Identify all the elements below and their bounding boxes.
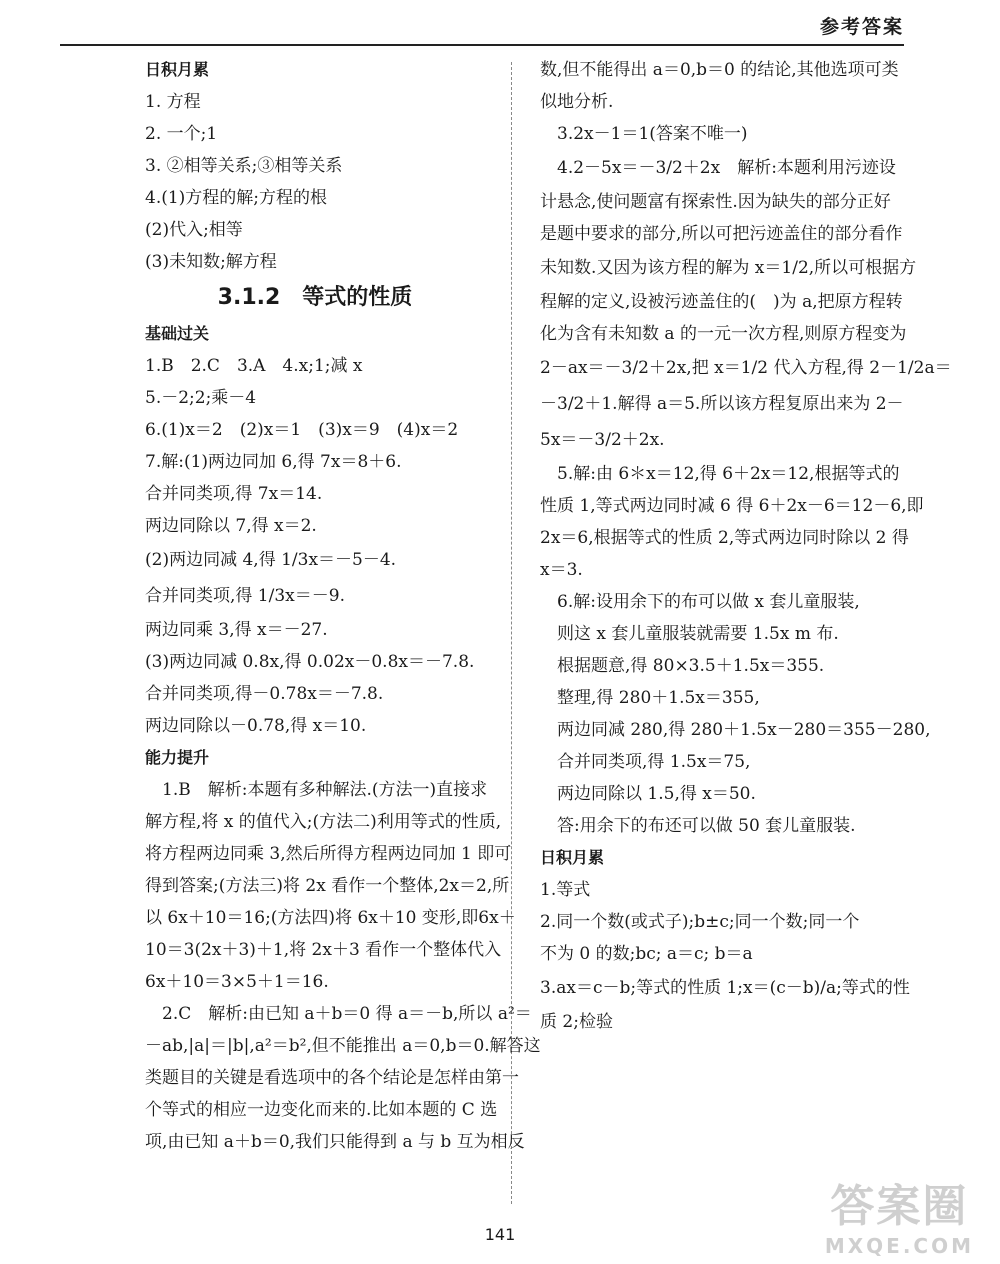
section-heading: 能力提升 [145, 748, 210, 767]
text-line: 1. 方程 [145, 92, 201, 112]
text-line: 项,由已知 a＋b＝0,我们只能得到 a 与 b 互为相反 [145, 1132, 525, 1152]
text-line: (2)代入;相等 [145, 220, 243, 240]
text-line: 是题中要求的部分,所以可把污迹盖住的部分看作 [540, 224, 903, 244]
text-line: 得到答案;(方法三)将 2x 看作一个整体,2x＝2,所 [145, 876, 510, 896]
watermark-url: MXQE.COM [824, 1234, 974, 1258]
text-line: 答:用余下的布还可以做 50 套儿童服装. [540, 816, 856, 836]
text-line: 3. ②相等关系;③相等关系 [145, 156, 343, 176]
text-line: 则这 x 套儿童服装就需要 1.5x m 布. [540, 624, 839, 644]
text-line: 根据题意,得 80×3.5＋1.5x＝355. [540, 656, 825, 676]
text-line: 个等式的相应一边变化而来的.比如本题的 C 选 [145, 1100, 498, 1120]
text-line: 解方程,将 x 的值代入;(方法二)利用等式的性质, [145, 812, 502, 832]
text-line: 似地分析. [540, 92, 614, 112]
page-header-title: 参考答案 [819, 16, 904, 38]
text-line: 1.B 解析:本题有多种解法.(方法一)直接求 [145, 780, 488, 800]
header-rule [60, 44, 904, 46]
text-line: 2. 一个;1 [145, 124, 218, 144]
text-line: 3.ax＝c－b;等式的性质 1;x＝(c－b)/a;等式的性 [540, 978, 910, 998]
text-line: 1.B 2.C 3.A 4.x;1;减 x [145, 356, 363, 376]
text-line: 两边同除以 1.5,得 x＝50. [540, 784, 756, 804]
text-line: (3)未知数;解方程 [145, 252, 277, 272]
text-line: 化为含有未知数 a 的一元一次方程,则原方程变为 [540, 324, 907, 344]
text-line: 质 2;检验 [540, 1012, 613, 1032]
text-line: 2.C 解析:由已知 a＋b＝0 得 a＝－b,所以 a²＝ [145, 1004, 532, 1024]
text-line: 1.等式 [540, 880, 591, 900]
text-line: －ab,|a|＝|b|,a²＝b²,但不能推出 a＝0,b＝0.解答这 [145, 1036, 541, 1056]
text-line: 10＝3(2x＋3)＋1,将 2x＋3 看作一个整体代入 [145, 940, 502, 960]
text-line: 5.－2;2;乘－4 [145, 388, 257, 408]
text-line: 整理,得 280＋1.5x＝355, [540, 688, 760, 708]
text-line: 类题目的关键是看选项中的各个结论是怎样由第一 [145, 1068, 519, 1088]
page-number: 141 [484, 1225, 516, 1244]
column-divider [511, 62, 512, 1204]
text-line: (2)两边同减 4,得 1/3x＝－5－4. [145, 550, 397, 570]
section-heading: 基础过关 [145, 324, 210, 343]
text-line: 4.2－5x＝－3/2＋2x 解析:本题利用污迹设 [540, 158, 896, 178]
text-line: 两边同乘 3,得 x＝－27. [145, 620, 328, 640]
text-line: 2－ax＝－3/2＋2x,把 x＝1/2 代入方程,得 2－1/2a＝ [540, 358, 952, 378]
section-heading: 日积月累 [145, 60, 210, 79]
watermark-text: 答案圈 [830, 1181, 969, 1232]
text-line: －3/2＋1.解得 a＝5.所以该方程复原出来为 2－ [540, 394, 904, 414]
text-line: 2x＝6,根据等式的性质 2,等式两边同时除以 2 得 [540, 528, 909, 548]
section-heading: 日积月累 [540, 848, 605, 867]
text-line: 将方程两边同乘 3,然后所得方程两边同加 1 即可 [145, 844, 512, 864]
text-line: 两边同除以－0.78,得 x＝10. [145, 716, 367, 736]
text-line: 3.2x－1＝1(答案不唯一) [540, 124, 748, 144]
text-line: 合并同类项,得－0.78x＝－7.8. [145, 684, 384, 704]
text-line: 数,但不能得出 a＝0,b＝0 的结论,其他选项可类 [540, 60, 899, 80]
text-line: 未知数.又因为该方程的解为 x＝1/2,所以可根据方 [540, 258, 917, 278]
right-column [540, 60, 952, 1044]
text-line: 6.解:设用余下的布可以做 x 套儿童服装, [540, 592, 860, 612]
text-line: 2.同一个数(或式子);b±c;同一个数;同一个 [540, 912, 860, 932]
text-line: 6x＋10＝3×5＋1＝16. [145, 972, 329, 992]
text-line: 不为 0 的数;bc; a＝c; b＝a [540, 944, 753, 964]
section-title: 3.1.2 等式的性质 [217, 285, 413, 310]
text-line: 5.解:由 6＊x＝12,得 6＋2x＝12,根据等式的 [540, 464, 900, 484]
text-line: 4.(1)方程的解;方程的根 [145, 188, 328, 208]
text-line: x＝3. [540, 560, 583, 580]
text-line: 性质 1,等式两边同时减 6 得 6＋2x－6＝12－6,即 [540, 496, 924, 516]
text-line: 5x＝－3/2＋2x. [540, 430, 665, 450]
text-line: (3)两边同减 0.8x,得 0.02x－0.8x＝－7.8. [145, 652, 475, 672]
text-line: 以 6x＋10＝16;(方法四)将 6x＋10 变形,即6x＋ [145, 908, 516, 928]
text-line: 7.解:(1)两边同加 6,得 7x＝8＋6. [145, 452, 402, 472]
left-column [145, 60, 541, 1164]
text-line: 合并同类项,得 1/3x＝－9. [145, 586, 345, 606]
text-line: 合并同类项,得 7x＝14. [145, 484, 323, 504]
watermark-logo [825, 1170, 974, 1258]
text-line: 合并同类项,得 1.5x＝75, [540, 752, 751, 772]
text-line: 计悬念,使问题富有探索性.因为缺失的部分正好 [540, 192, 891, 212]
text-line: 程解的定义,设被污迹盖住的( )为 a,把原方程转 [540, 292, 903, 312]
text-line: 两边同减 280,得 280＋1.5x－280＝355－280, [540, 720, 931, 740]
text-line: 6.(1)x＝2 (2)x＝1 (3)x＝9 (4)x＝2 [145, 420, 459, 440]
text-line: 两边同除以 7,得 x＝2. [145, 516, 317, 536]
